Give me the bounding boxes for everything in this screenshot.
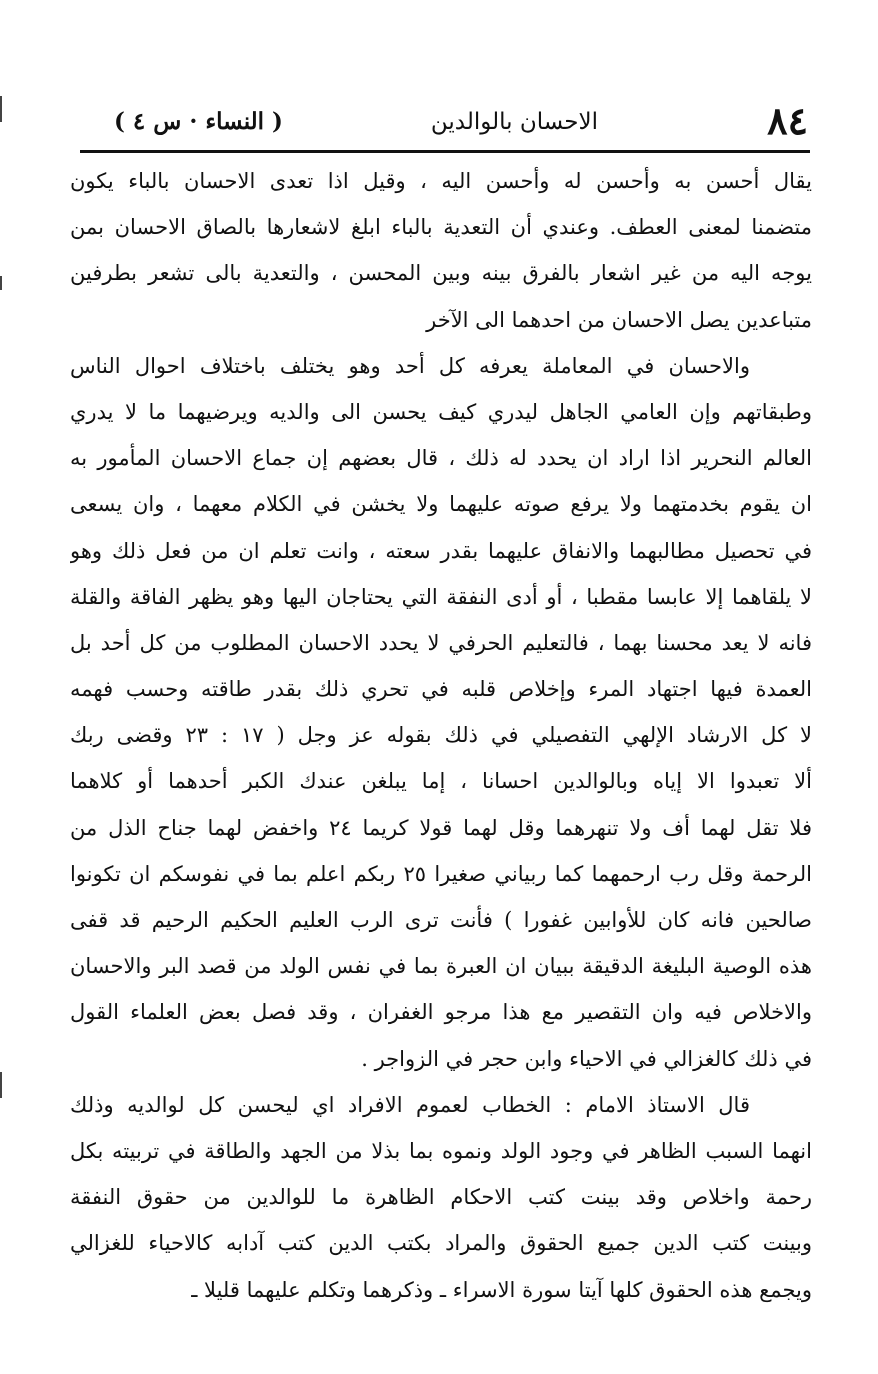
body-text <box>70 158 812 1313</box>
margin-mark <box>0 276 2 290</box>
text-line: متباعدين يصل الاحسان من احدهما الى الآخر <box>426 307 812 332</box>
text-line: العالم النحرير اذا اراد ان يحدد له ذلك ، قال بعضهم إن جماع الاحسان المأمور به <box>70 446 812 471</box>
margin-mark <box>0 96 2 122</box>
text-line: والاخلاص فيه وان التقصير مع هذا مرجو الغفران ، وقد فصل بعض العلماء القول <box>70 1000 812 1025</box>
text-line: والاحسان في المعاملة يعرفه كل أحد وهو يختلف باختلاف احوال الناس <box>70 353 750 378</box>
text-line: فلا تقل لهما أف ولا تنهرهما وقل لهما قولا كريما ٢٤ واخفض لهما جناح الذل من <box>70 815 812 840</box>
text-line: ويجمع هذه الحقوق كلها آيتا سورة الاسراء ـ وذكرهما وتكلم عليهما قليلا ـ <box>191 1277 812 1302</box>
surah-reference: ( النساء · س ٤ ) <box>114 108 283 135</box>
text-line: هذه الوصية البليغة الدقيقة ببيان ان العبرة بما في نفس الولد من قصد البر والاحسان <box>70 954 812 979</box>
text-line: وطبقاتهم وإن العامي الجاهل ليدري كيف يحسن الى والديه ويرضيهما ما لا يدري <box>70 399 812 424</box>
text-line: الرحمة وقل رب ارحمهما كما ربياني صغيرا ٢٥ ربكم اعلم بما في نفوسكم ان تكونوا <box>70 861 812 886</box>
running-title: الاحسان بالوالدين <box>430 109 598 135</box>
text-line: ألا تعبدوا الا إياه وبالوالدين احسانا ، إما يبلغن عندك الكبر أحدهما أو كلاهما <box>70 769 812 794</box>
text-line: في ذلك كالغزالي في الاحياء وابن حجر في الزواجر . <box>361 1046 812 1071</box>
text-line: وبينت كتب الدين جميع الحقوق والمراد بكتب الدين كتب آدابه كالاحياء للغزالي <box>70 1231 812 1256</box>
text-line: صالحين فانه كان للأوابين غفورا ) فأنت ترى الرب العليم الحكيم الرحيم قد قفى <box>70 908 812 932</box>
text-line: رحمة واخلاص وقد بينت كتب الاحكام الظاهرة ما للوالدين من حقوق النفقة <box>70 1185 812 1210</box>
text-line: لا كل الارشاد الإلهي التفصيلي في ذلك بقوله عز وجل ( ١٧ : ٢٣ وقضى ربك <box>70 723 812 748</box>
text-line: فانه لا يعد محسنا بهما ، فالتعليم الحرفي لا يحدد الاحسان المطلوب من كل أحد بل <box>70 630 812 655</box>
page-number: ٨٤ <box>767 98 808 143</box>
text-line: يقال أحسن به وأحسن له وأحسن اليه ، وقيل اذا تعدى الاحسان بالباء يكون <box>70 169 812 193</box>
margin-mark <box>0 1072 2 1098</box>
text-line: متضمنا لمعنى العطف. وعندي أن التعدية بالباء ابلغ لاشعارها بالصاق الاحسان بمن <box>70 215 812 240</box>
text-line: يوجه اليه من غير اشعار بالفرق بينه وبين المحسن ، والتعدية بالى تشعر بطرفين <box>70 261 812 286</box>
page-header <box>96 94 808 148</box>
header-rule <box>80 150 810 153</box>
text-line: العمدة فيها اجتهاد المرء وإخلاص قلبه في تحري ذلك بقدر طاقته وحسب فهمه <box>70 677 812 702</box>
text-line: في تحصيل مطالبهما والانفاق عليهما بقدر سعته ، وانت تعلم ان من فعل ذلك وهو <box>70 538 812 563</box>
text-line: قال الاستاذ الامام : الخطاب لعموم الافراد اي ليحسن كل لوالديه وذلك <box>70 1092 750 1117</box>
text-line: لا يلقاهما إلا عابسا مقطبا ، أو أدى النفقة التي يحتاجان اليها وهو يظهر الفاقة والقلة <box>70 584 812 609</box>
text-line: ان يقوم بخدمتهما ولا يرفع صوته عليهما ولا يخشن في الكلام معهما ، وان يسعى <box>70 492 812 517</box>
text-line: انهما السبب الظاهر في وجود الولد ونموه بما بذلا من الجهد والطاقة في تربيته بكل <box>70 1138 812 1163</box>
